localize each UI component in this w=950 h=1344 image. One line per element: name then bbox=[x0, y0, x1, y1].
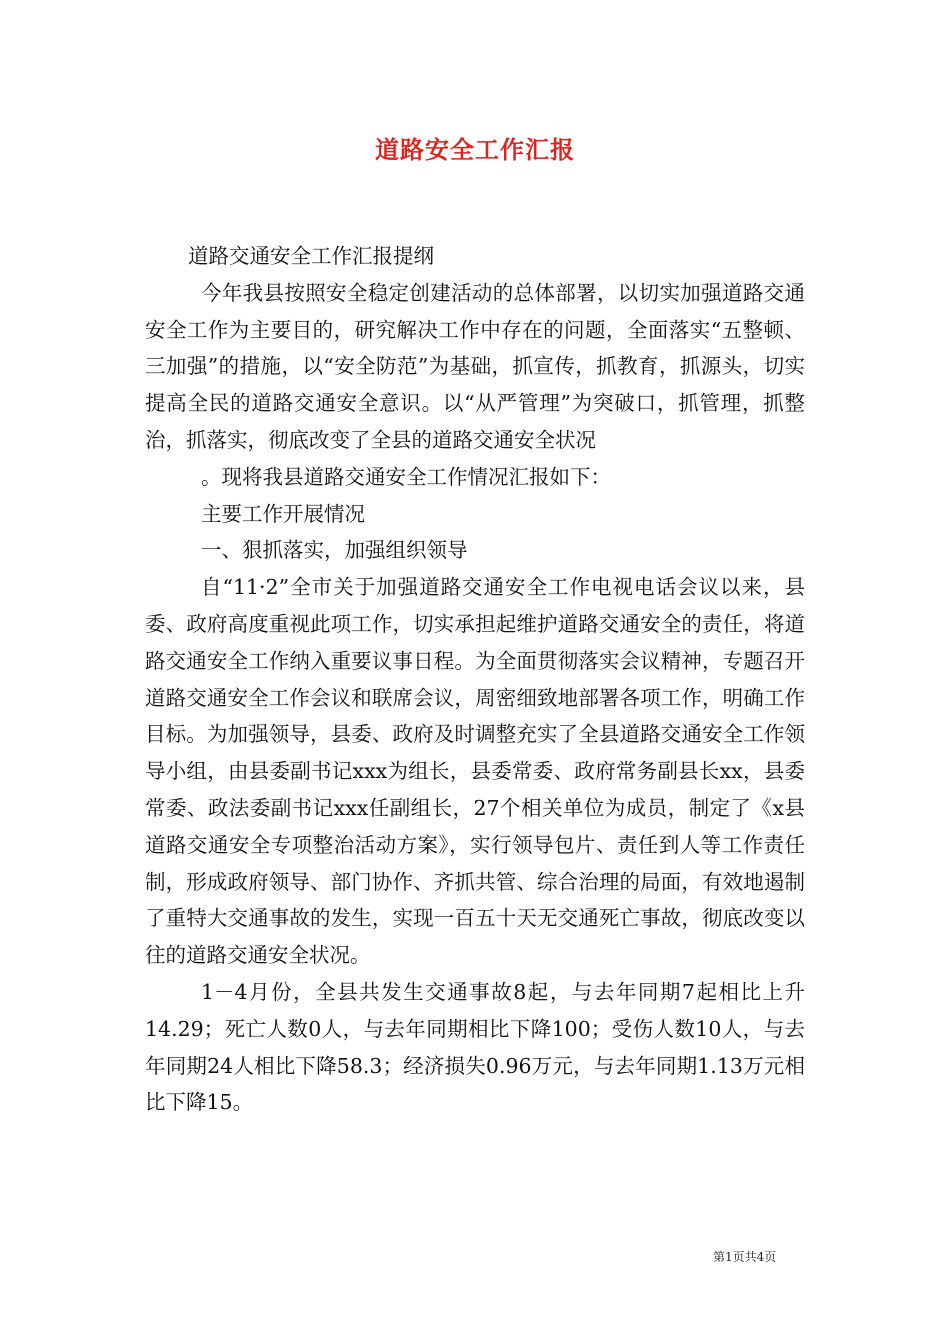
organization-paragraph: 自“11·2”全市关于加强道路交通安全工作电视电话会议以来，县委、政府高度重视此项工作，切实承担起维护道路交通安全的责任，将道路交通安全工作纳入重要议事日程。为全面贯彻落实会议精神，专题召开道路交通安全工作会议和联席会议，周密细致地部署各项工作，明确工作目标。为加强领导，县委、政府及时调整充实了全县道路交通安全工作领导小组，由县委副书记xxx为组长，县委常委、政府常务副县长xx，县委常委、政法委副书记xxx任副组长，27个相关单位为成员，制定了《x县道路交通安全专项整治活动方案》，实行领导包片、责任到人等工作责任制，形成政府领导、部门协作、齐抓共管、综合治理的局面，有效地遏制了重特大交通事故的发生，实现一百五十天无交通死亡事故，彻底改变以往的道路交通安全状况。 bbox=[145, 575, 805, 968]
section-heading: 主要工作开展情况 bbox=[201, 501, 365, 526]
page-number: 第1页共4页 bbox=[713, 1250, 777, 1264]
document-body bbox=[145, 238, 805, 1121]
report-lead-paragraph: 。现将我县道路交通安全工作情况汇报如下： bbox=[201, 464, 611, 489]
intro-paragraph: 今年我县按照安全稳定创建活动的总体部署，以切实加强道路交通安全工作为主要目的，研究解决工作中存在的问题，全面落实“五整顿、三加强”的措施，以“安全防范”为基础，抓宣传，抓教育，抓源头，切实提高全民的道路交通安全意识。以“从严管理”为突破口，抓管理，抓整治，抓落实，彻底改变了全县的道路交通安全状况 bbox=[145, 280, 805, 452]
subsection-heading: 一、狠抓落实，加强组织领导 bbox=[201, 538, 468, 563]
document-title: 道路安全工作汇报 bbox=[375, 135, 575, 164]
statistics-paragraph: 1－4月份，全县共发生交通事故8起，与去年同期7起相比上升14.29；死亡人数0人，与去年同期相比下降100；受伤人数10人，与去年同期24人相比下降58.3；经济损失0.96万元，与去年同期1.13万元相比下降15。 bbox=[145, 979, 805, 1115]
outline-heading: 道路交通安全工作汇报提纲 bbox=[188, 244, 434, 268]
